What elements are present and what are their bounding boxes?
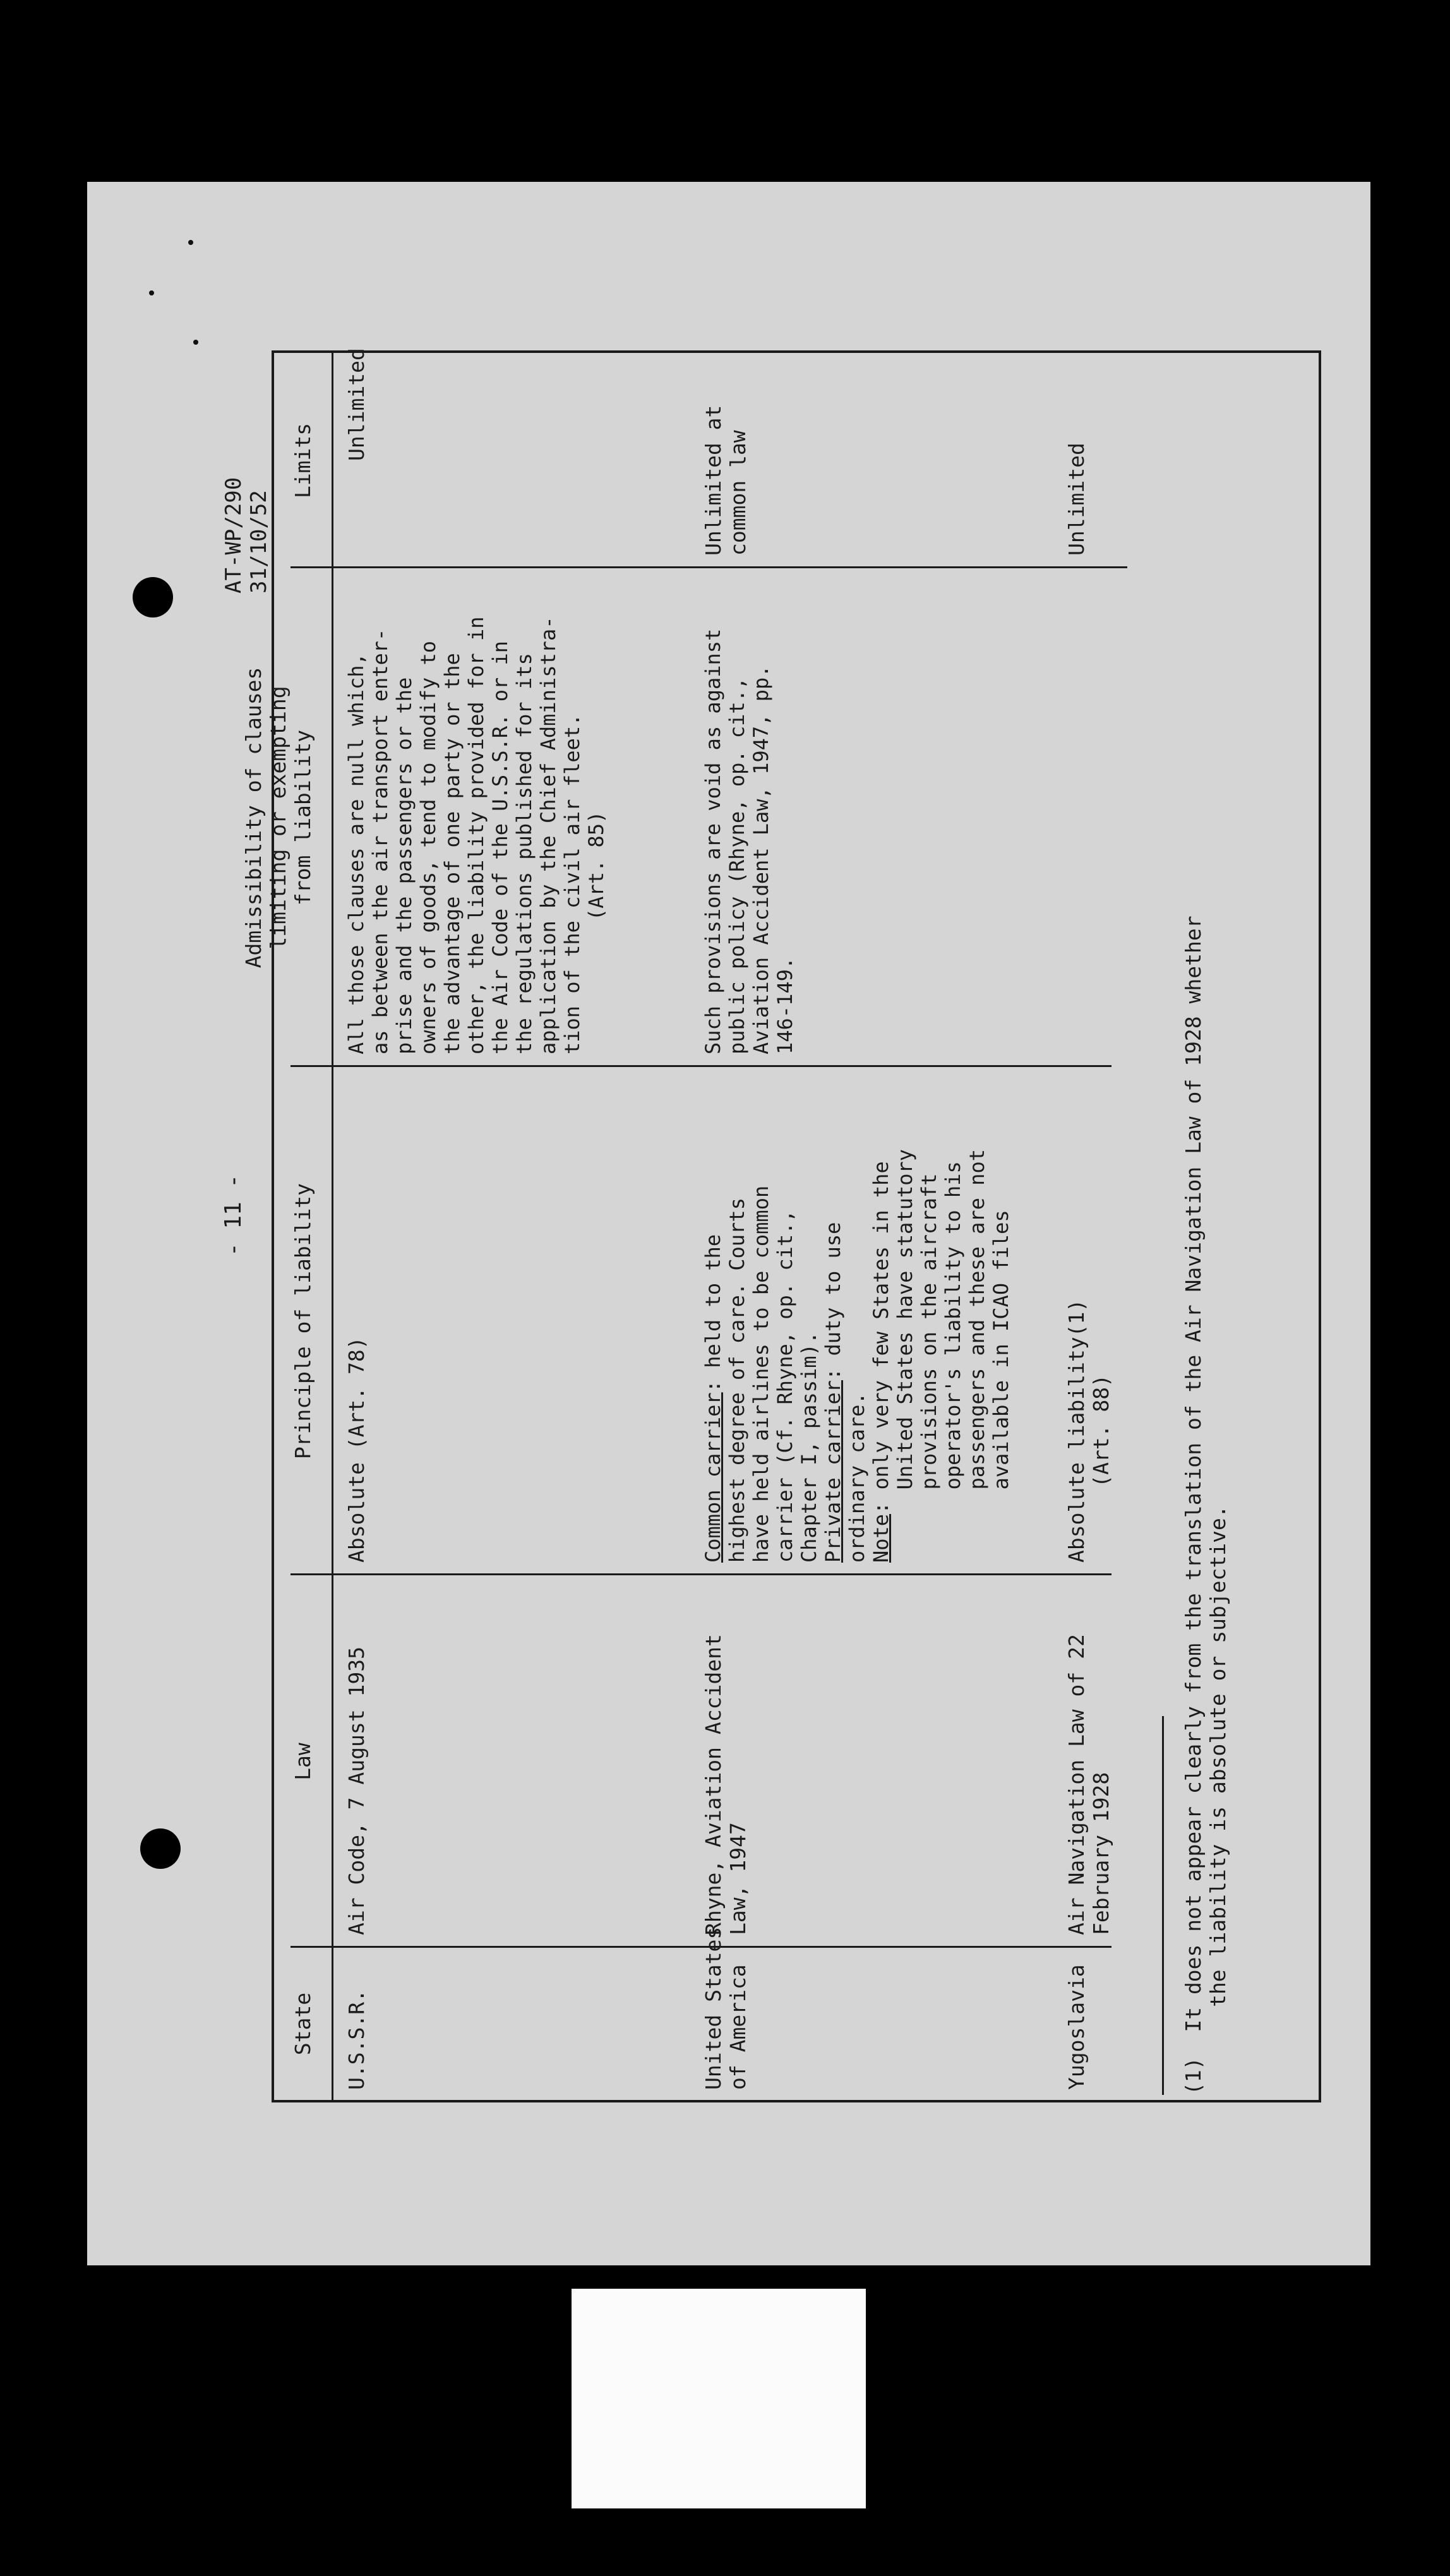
row-yugoslavia-limits: Unlimited: [1064, 443, 1089, 556]
blank-card: [572, 2289, 866, 2508]
page-number: - 11 -: [220, 1174, 246, 1256]
speck: [188, 240, 193, 245]
header-limits: Limits: [291, 422, 315, 499]
rotated-table-page: [196, 348, 1370, 2166]
note-text: : only very few States in the United States have statutory provisions on the aircraft operator's liability to his passengers and these are not available in ICAO files: [869, 1148, 1013, 1514]
row-usa-principle: [701, 1149, 1013, 1563]
table-border-bottom: [1319, 350, 1321, 2102]
row-yugoslavia-principle: Absolute liability(1) (Art. 88): [1064, 1299, 1113, 1563]
table-border-left: [272, 2100, 1321, 2102]
table-border-right: [272, 350, 1321, 353]
private-carrier-label: Private carrier: [821, 1380, 845, 1563]
footnote-rule: [1162, 1716, 1164, 2095]
row-usa-law: Rhyne, Aviation Accident Law, 1947: [701, 1634, 750, 1935]
header-admissibility: Admissibility of clauses limiting or exempting from liability: [241, 667, 315, 969]
note-label: Note: [869, 1513, 893, 1563]
header-principle: Principle of liability: [291, 1183, 315, 1460]
row-ussr-state: U.S.S.R.: [344, 1989, 369, 2090]
row-usa-state: United States of America: [701, 1926, 750, 2090]
col-separator-principle-admiss: [291, 1065, 1111, 1067]
header-law: Law: [291, 1743, 315, 1780]
row-ussr-limits: Unlimited: [344, 348, 369, 461]
row-ussr-law: Air Code, 7 August 1935: [344, 1647, 369, 1935]
header-state: State: [291, 1992, 315, 2056]
common-carrier-label: Common carrier: [701, 1392, 725, 1563]
row-yugoslavia-law: Air Navigation Law of 22 February 1928: [1064, 1634, 1113, 1935]
doc-reference: AT-WP/290: [221, 477, 246, 593]
speck: [193, 340, 198, 345]
row-usa-admissibility: Such provisions are void as against public policy (Rhyne, op. cit., Aviation Accident Law, 1947, pp. 146-149.: [701, 628, 797, 1054]
col-separator-law-principle: [291, 1573, 1111, 1575]
speck: [149, 290, 154, 295]
doc-date: 31/10/52: [246, 490, 272, 593]
row-yugoslavia-state: Yugoslavia: [1064, 1964, 1089, 2090]
punch-hole-bottom: [140, 1828, 181, 1869]
col-separator-admiss-limits: [291, 566, 1127, 568]
row-ussr-principle: Absolute (Art. 78): [344, 1337, 369, 1563]
footnote: (1) It does not appear clearly from the translation of the Air Navigation Law of 1928 whether the liability is absolute or subjective.: [1181, 915, 1230, 2095]
common-carrier-text: : held to the highest degree of care. Courts have held airlines to be common carrier (Cf. Rhyne, op. cit., Chapter I, passim).: [701, 1185, 821, 1563]
private-carrier-text: : duty to use ordinary care.: [821, 1222, 869, 1563]
header-underline: [332, 350, 333, 2102]
row-usa-limits: Unlimited at common law: [701, 405, 750, 556]
punch-hole-top: [133, 577, 173, 617]
row-ussr-admissibility: All those clauses are null which, as between the air transport enter- prise and the passengers or the owners of goods, tend to modify to the advantage of one party or the other, the liability provided for in the Air Code of the U.S.S.R. or in the regulations published for its application by the Chief Administra- tion of the civil air fleet. (Art. 85): [344, 616, 608, 1054]
